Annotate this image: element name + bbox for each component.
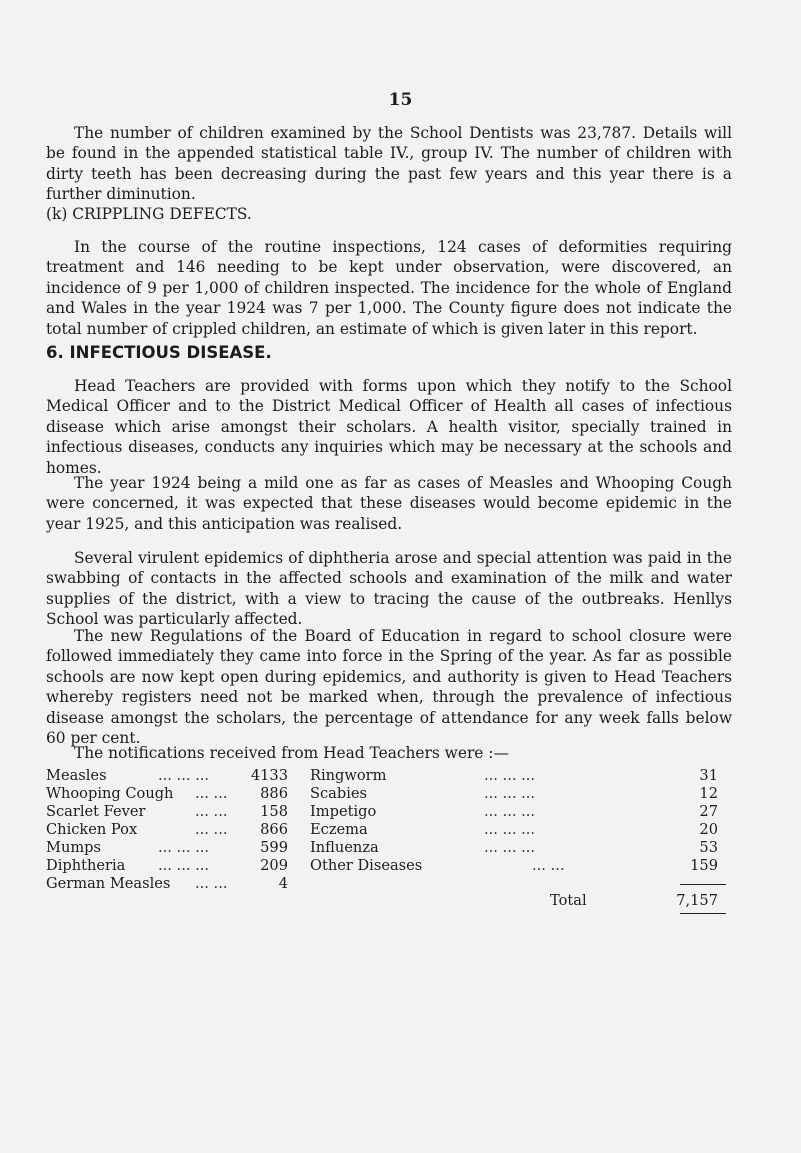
table-row [310, 857, 732, 875]
infectious-paragraph-3: Several virulent epidemics of diphtheria arose and special attention was paid in the swabbing of contacts in the affected schools and examination of the milk and water supplies of the district, with a view to tracing the cause of the outbreaks. Henllys School was particularly affected. [46, 549, 732, 629]
disease-name: Whooping Cough [46, 785, 174, 802]
leader-dots: ... ... [532, 857, 565, 874]
disease-count: 4 [278, 875, 288, 892]
leader-dots: ... ... ... [484, 803, 536, 820]
disease-name: Ringworm [310, 767, 387, 784]
leader-dots: ... ... ... [158, 839, 210, 856]
disease-name: German Measles [46, 875, 171, 892]
total-rule-top [680, 884, 726, 885]
disease-name: Diphtheria [46, 857, 126, 874]
leader-dots: ... ... ... [484, 839, 536, 856]
crippling-defects-paragraph: In the course of the routine inspections, 124 cases of deformities requiring treatment and 146 needing to be kept under observation, were discovered, an incidence of 9 per 1,000 of children inspected. The incidence for the whole of England and Wales in the year 1924 was 7 per 1,000. The County figure does not indicate the total number of crippled children, an estimate of which is given later in this report. [46, 238, 732, 338]
disease-count: 53 [699, 839, 718, 856]
leader-dots: ... ... ... [484, 785, 536, 802]
disease-name: Other Diseases [310, 857, 423, 874]
disease-name: Impetigo [310, 803, 377, 820]
disease-count: 886 [260, 785, 288, 802]
total-row [310, 892, 732, 910]
disease-count: 158 [260, 803, 288, 820]
total-value: 7,157 [676, 892, 718, 909]
table-row [310, 821, 732, 839]
disease-name: Chicken Pox [46, 821, 138, 838]
disease-count: 599 [260, 839, 288, 856]
leader-dots: ... ... ... [158, 857, 210, 874]
crippling-defects-heading: (k) CRIPPLING DEFECTS. [46, 205, 252, 223]
total-label: Total [550, 892, 587, 909]
disease-count: 27 [699, 803, 718, 820]
infectious-paragraph-2: The year 1924 being a mild one as far as cases of Measles and Whooping Cough were concerned, it was expected that these diseases would become epidemic in the year 1925, and this anticipation was realised. [46, 474, 732, 533]
page-number: 15 [388, 90, 413, 110]
disease-count: 4133 [250, 767, 288, 784]
table-row [310, 767, 732, 785]
disease-count: 20 [699, 821, 718, 838]
leader-dots: ... ... ... [484, 821, 536, 838]
disease-count: 866 [260, 821, 288, 838]
disease-count: 31 [699, 767, 718, 784]
leader-dots: ... ... [195, 875, 228, 892]
notifications-intro: The notifications received from Head Teachers were :— [74, 744, 509, 762]
disease-name: Mumps [46, 839, 102, 856]
total-rule-bottom [680, 913, 726, 914]
leader-dots: ... ... [195, 785, 228, 802]
table-row [310, 803, 732, 821]
intro-paragraph: The number of children examined by the School Dentists was 23,787. Details will be found in the appended statistical table IV., group IV. The number of children with dirty teeth has been decreasing during the past few years and this year there is a further diminution. [46, 124, 732, 204]
leader-dots: ... ... ... [484, 767, 536, 784]
disease-name: Measles [46, 767, 107, 784]
leader-dots: ... ... ... [158, 767, 210, 784]
leader-dots: ... ... [195, 803, 228, 820]
table-row [310, 785, 732, 803]
disease-name: Eczema [310, 821, 368, 838]
table-row [310, 839, 732, 857]
infectious-paragraph-4: The new Regulations of the Board of Education in regard to school closure were followed immediately they came into force in the Spring of the year. As far as possible schools are now kept open during epidemics, and authority is given to Head Teachers whereby registers need not be marked when, through the prevalence of infectious disease amongst the scholars, the percentage of attendance for any week falls below 60 per cent. [46, 627, 732, 748]
disease-count: 209 [260, 857, 288, 874]
infectious-disease-heading: 6. INFECTIOUS DISEASE. [46, 343, 272, 362]
disease-name: Scabies [310, 785, 368, 802]
disease-name: Scarlet Fever [46, 803, 146, 820]
disease-count: 12 [699, 785, 718, 802]
leader-dots: ... ... [195, 821, 228, 838]
disease-count: 159 [690, 857, 718, 874]
infectious-paragraph-1: Head Teachers are provided with forms upon which they notify to the School Medical Officer and to the District Medical Officer of Health all cases of infectious disease which arise amongst their scholars. A health visitor, specially trained in infectious diseases, conducts any inquiries which may be necessary at the schools and homes. [46, 377, 732, 477]
disease-name: Influenza [310, 839, 379, 856]
